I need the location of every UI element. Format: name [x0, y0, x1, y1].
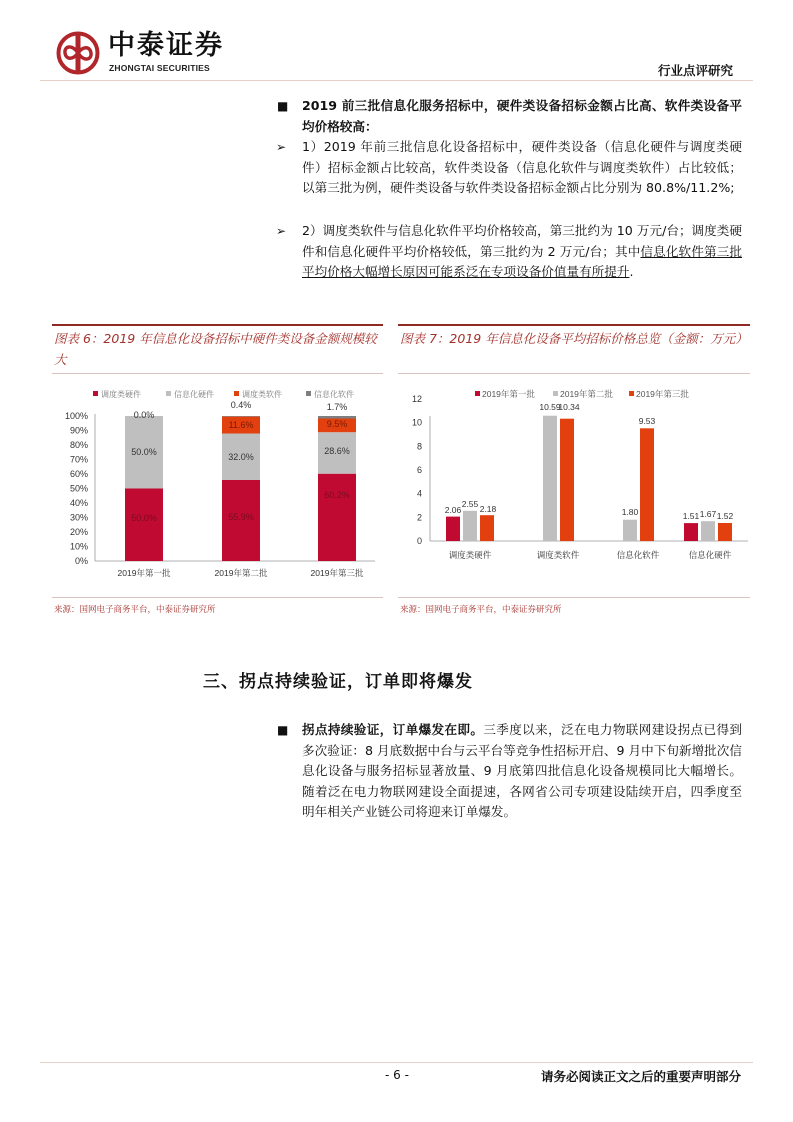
svg-text:50.0%: 50.0% [131, 447, 157, 457]
svg-text:2.55: 2.55 [461, 499, 479, 509]
svg-text:信息化硬件: 信息化硬件 [688, 550, 732, 560]
svg-text:2019年第二批: 2019年第二批 [560, 389, 613, 399]
svg-text:20%: 20% [69, 527, 88, 537]
svg-text:1.80: 1.80 [621, 507, 639, 517]
svg-text:50%: 50% [69, 483, 88, 494]
figure-6-top-rule [52, 324, 383, 326]
svg-text:12: 12 [411, 394, 422, 404]
svg-text:9.53: 9.53 [638, 416, 656, 426]
logo-chinese-name: 中泰证券 [108, 30, 224, 61]
page-number: - 6 - [385, 1068, 409, 1082]
figure-6-source: 来源：国网电子商务平台，中泰证券研究所 [54, 605, 216, 615]
svg-text:1.52: 1.52 [716, 511, 734, 521]
figure-7-title: 图表 7：2019 年信息化设备平均招标价格总览（金额：万元） [400, 331, 748, 346]
svg-text:32.0%: 32.0% [228, 452, 254, 462]
svg-text:9.5%: 9.5% [326, 419, 348, 429]
footer-divider [40, 1062, 753, 1063]
chart-legend [93, 389, 354, 399]
svg-text:调度类软件: 调度类软件 [536, 550, 580, 560]
svg-text:100%: 100% [64, 411, 88, 421]
point-2-end: . [629, 264, 634, 279]
figure-7-title-rule [398, 373, 750, 374]
svg-text:2019年第三批: 2019年第三批 [310, 568, 364, 578]
svg-text:10.34: 10.34 [558, 402, 580, 412]
svg-text:1.67: 1.67 [699, 509, 717, 519]
svg-text:11.6%: 11.6% [228, 420, 254, 430]
header-divider [40, 80, 753, 81]
svg-text:2019年第三批: 2019年第三批 [636, 389, 689, 399]
svg-text:55.9%: 55.9% [228, 512, 254, 522]
arrow-bullet-icon: ➢ [276, 224, 287, 238]
logo-english-name: ZHONGTAI SECURITIES [109, 63, 210, 73]
svg-text:信息化软件: 信息化软件 [314, 390, 354, 399]
point-2-underlined: 信息化软件第三批平均价格大幅增长原因可能系泛在专项设备价值量有所提升 [302, 243, 743, 279]
figure-7-grouped-bar-chart [400, 380, 750, 580]
svg-text:2019年第二批: 2019年第二批 [214, 568, 268, 578]
svg-text:调度类硬件: 调度类硬件 [101, 390, 141, 399]
figure-6-bottom-rule [52, 597, 383, 598]
svg-text:28.6%: 28.6% [324, 446, 350, 456]
svg-text:40%: 40% [69, 498, 88, 508]
svg-text:2019年第一批: 2019年第一批 [482, 389, 535, 399]
svg-text:90%: 90% [69, 425, 88, 436]
svg-text:0.0%: 0.0% [133, 410, 155, 420]
paragraph-lead: 拐点持续验证，订单爆发在即。 [302, 722, 484, 737]
figure-6-title: 图表 6：2019 年信息化设备招标中硬件类设备金额规模较大 [54, 331, 377, 367]
section-heading: 三、拐点持续验证，订单即将爆发 [203, 672, 473, 692]
figure-7-bottom-rule [398, 597, 750, 598]
svg-text:调度类软件: 调度类软件 [242, 390, 282, 399]
bullet-heading: 2019 前三批信息化服务招标中，硬件类设备招标金额占比高、软件类设备平均价格较高： [302, 98, 742, 134]
svg-text:10%: 10% [69, 541, 88, 552]
svg-text:2: 2 [416, 512, 422, 523]
svg-text:70%: 70% [69, 454, 88, 465]
svg-text:60.2%: 60.2% [324, 490, 350, 500]
svg-text:1.7%: 1.7% [326, 402, 348, 412]
svg-text:0: 0 [416, 536, 422, 546]
figure-6-title-rule [52, 373, 383, 374]
figure-7-top-rule [398, 324, 750, 326]
svg-text:10: 10 [411, 417, 422, 428]
paragraph-body: 三季度以来，泛在电力物联网建设拐点已得到多次验证：8 月底数据中台与云平台等竞争性招标开启、9 月中下旬新增批次信息化设备与服务招标显著放量、9 月底第四批信息化设备规模同比大幅增长。随着泛在电力物联网建设全面提速，各网省公司专项建设陆续开启，四季度至明年相关产业链公司将迎来订单爆发。 [302, 722, 743, 819]
svg-text:10.59: 10.59 [539, 402, 561, 412]
report-type-label: 行业点评研究 [657, 63, 733, 78]
svg-text:60%: 60% [69, 469, 88, 479]
svg-text:2.18: 2.18 [479, 504, 497, 514]
svg-text:0.4%: 0.4% [230, 400, 252, 410]
svg-text:2.06: 2.06 [444, 505, 462, 515]
svg-text:0%: 0% [74, 556, 88, 566]
svg-text:6: 6 [416, 465, 422, 475]
arrow-bullet-icon: ➢ [276, 140, 287, 154]
zhongtai-logo-icon [56, 31, 100, 75]
point-2-plain: 2）调度类软件与信息化软件平均价格较高，第三批约为 10 万元/台；调度类硬件和信息化硬件平均价格较低，第三批约为 2 万元/台；其中 [302, 223, 742, 259]
svg-text:调度类硬件: 调度类硬件 [448, 550, 492, 560]
square-bullet-icon: ■ [277, 99, 289, 113]
section-3-paragraph [302, 720, 742, 823]
point-1-text: 1）2019 年前三批信息化设备招标中，硬件类设备（信息化硬件与调度类硬件）招标金额占比较高，软件类设备（信息化软件与调度类软件）占比较低；以第三批为例，硬件类设备与软件类设备招标金额占比分别为 80.8%/11.2%; [302, 139, 742, 195]
svg-text:80%: 80% [69, 440, 88, 450]
svg-text:50.0%: 50.0% [131, 513, 157, 523]
svg-text:2019年第一批: 2019年第一批 [117, 568, 171, 578]
square-bullet-icon: ■ [277, 723, 289, 737]
company-logo [56, 29, 246, 79]
figure-7-source: 来源：国网电子商务平台，中泰证券研究所 [400, 605, 562, 615]
chart-legend [475, 389, 689, 399]
svg-text:信息化硬件: 信息化硬件 [174, 390, 214, 399]
point-2-text [302, 221, 742, 283]
figure-6-stacked-bar-chart [55, 380, 385, 580]
svg-text:8: 8 [416, 441, 422, 452]
svg-text:30%: 30% [69, 512, 88, 523]
svg-text:4: 4 [416, 488, 422, 499]
svg-text:1.51: 1.51 [682, 511, 700, 521]
svg-text:信息化软件: 信息化软件 [616, 550, 660, 560]
disclaimer-notice: 请务必阅读正文之后的重要声明部分 [540, 1069, 741, 1084]
